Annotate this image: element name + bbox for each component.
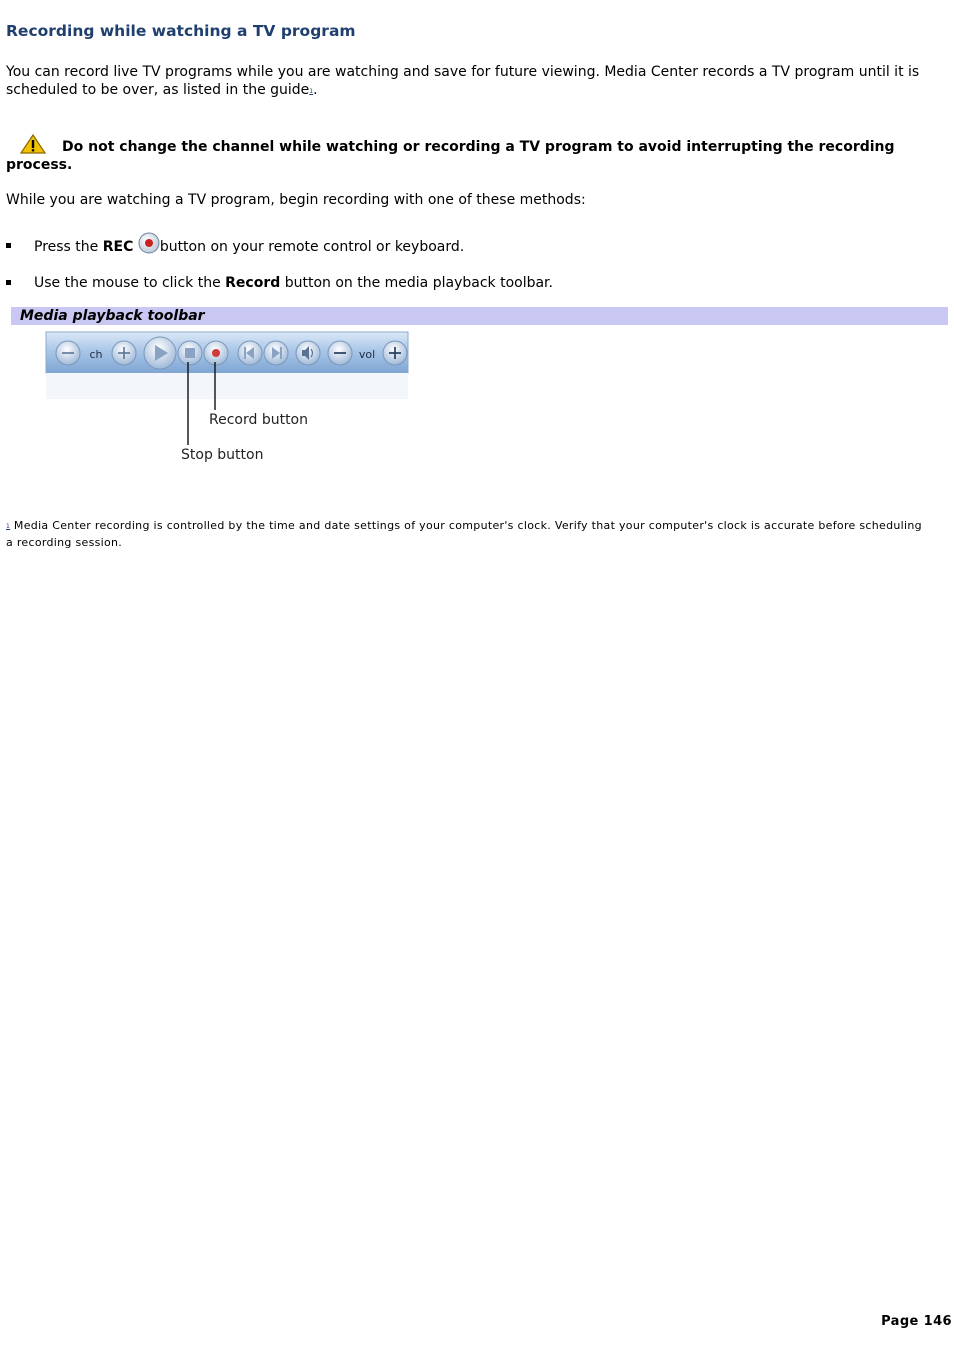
play-icon: [144, 337, 176, 369]
rec-key-label: REC: [102, 239, 134, 255]
figure-caption-bar: [11, 307, 948, 325]
volume-minus-icon: [328, 341, 352, 365]
bullet-icon: [6, 280, 11, 285]
page-title: Recording while watching a TV program: [6, 22, 356, 40]
record-label: Record: [225, 275, 281, 291]
footnote-marker[interactable]: 1: [6, 523, 11, 530]
skip-back-icon: [238, 341, 262, 365]
bullet-text-after: button on your remote control or keyboard.: [159, 239, 465, 255]
footnote-text: Media Center recording is controlled by the time and date settings of your computer's clock. Verify that your computer's clock is accurate before scheduling a recording session.: [6, 519, 922, 549]
footnote: [6, 518, 926, 550]
channel-plus-icon: [112, 341, 136, 365]
methods-list: [6, 232, 553, 306]
record-button-callout: Record button: [209, 412, 308, 428]
skip-forward-icon: [264, 341, 288, 365]
footnote-link[interactable]: 1: [309, 87, 314, 95]
methods-intro: While you are watching a TV program, begin recording with one of these methods:: [6, 192, 586, 208]
bullet-text-before: Press the: [34, 239, 103, 255]
record-button-icon: [138, 232, 160, 254]
intro-text: You can record live TV programs while you are watching and save for future viewing. Media Center records a TV program until it is scheduled to be over, as listed in the guide: [6, 64, 920, 98]
channel-minus-icon: [56, 341, 80, 365]
record-icon: [204, 341, 228, 365]
list-item: [6, 232, 553, 269]
intro-end: .: [313, 81, 318, 98]
warning-text: Do not change the channel while watching or recording a TV program to avoid interrupting the recording process.: [6, 139, 895, 173]
page-number: Page 146: [881, 1314, 952, 1329]
bullet-text-after: button on the media playback toolbar.: [280, 275, 553, 291]
bullet-text-before: Use the mouse to click the: [34, 275, 226, 291]
list-item: [6, 269, 553, 306]
channel-label: ch: [89, 348, 103, 361]
mute-icon: [296, 341, 320, 365]
volume-label: vol: [358, 348, 376, 361]
warning-note: [6, 134, 941, 174]
bullet-icon: [6, 243, 11, 248]
figure-caption: Media playback toolbar: [20, 308, 205, 324]
stop-icon: [178, 341, 202, 365]
stop-button-callout: Stop button: [181, 447, 264, 463]
intro-paragraph: [6, 64, 941, 101]
warning-icon: [20, 134, 46, 154]
volume-plus-icon: [383, 341, 407, 365]
